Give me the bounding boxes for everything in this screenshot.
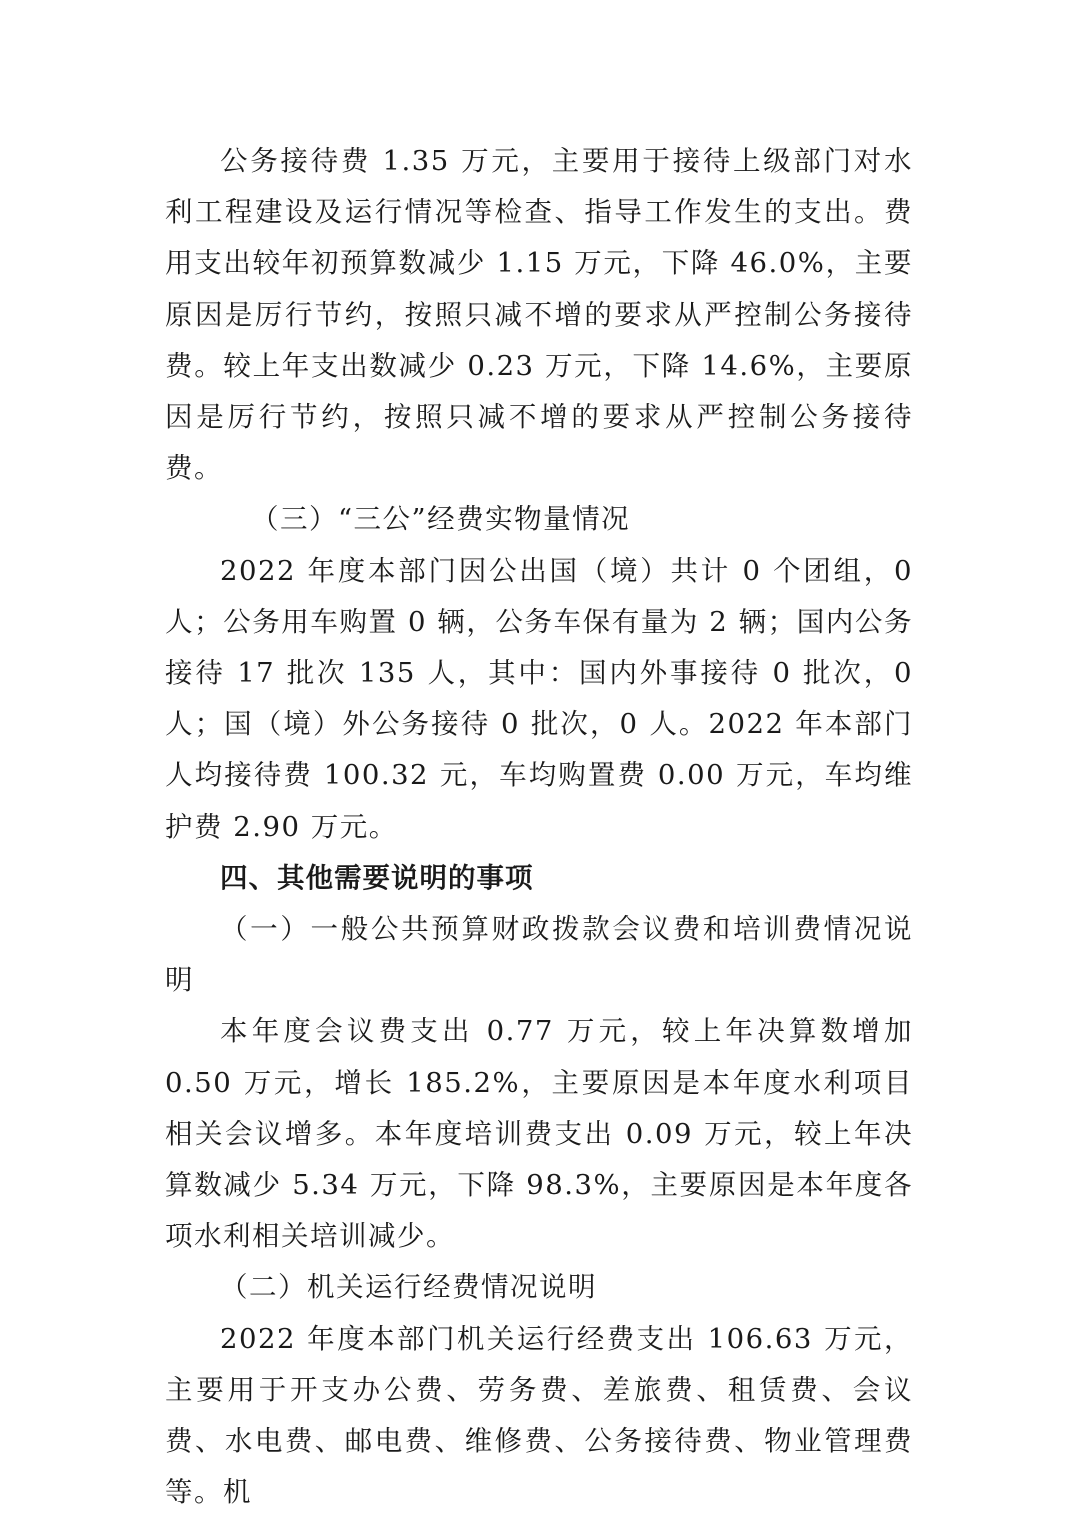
subheading-meeting-training: （一）一般公共预算财政拨款会议费和培训费情况说明 — [165, 913, 913, 997]
document-body — [165, 136, 913, 1518]
paragraph-reception-expense: 公务接待费 1.35 万元，主要用于接待上级部门对水利工程建设及运行情况等检查、指导工作发生的支出。费用支出较年初预算数减少 1.15 万元，下降 46.0%，主要原因是厉行节约，按照只减不增的要求从严控制公务接待费。较上年支出数减少 0.23 万元，下降 14.6%，主要原因是厉行节约，按照只减不增的要求从严控制公务接待费。 — [165, 145, 913, 485]
paragraph-physical-quantity: 2022 年度本部门因公出国（境）共计 0 个团组，0 人；公务用车购置 0 辆，公务车保有量为 2 辆；国内公务接待 17 批次 135 人，其中：国内外事接待 0 批次，0 人；国（境）外公务接待 0 批次，0 人。2022 年本部门人均接待费 100.32 元，车均购置费 0.00 万元，车均维护费 2.90 万元。 — [165, 554, 913, 843]
subheading-three-public-physical: （三）“三公”经费实物量情况 — [251, 503, 631, 536]
section-heading-other-matters: 四、其他需要说明的事项 — [220, 861, 534, 894]
subheading-operating-expense: （二）机关运行经费情况说明 — [220, 1271, 597, 1304]
paragraph-meeting-training: 本年度会议费支出 0.77 万元，较上年决算数增加 0.50 万元，增长 185.2%，主要原因是本年度水利项目相关会议增多。本年度培训费支出 0.09 万元，较上年决算数减少 5.34 万元，下降 98.3%，主要原因是本年度各项水利相关培训减少。 — [165, 1015, 913, 1253]
paragraph-operating-expense: 2022 年度本部门机关运行经费支出 106.63 万元，主要用于开支办公费、劳务费、差旅费、租赁费、会议费、水电费、邮电费、维修费、公务接待费、物业管理费等。机 — [165, 1322, 913, 1509]
